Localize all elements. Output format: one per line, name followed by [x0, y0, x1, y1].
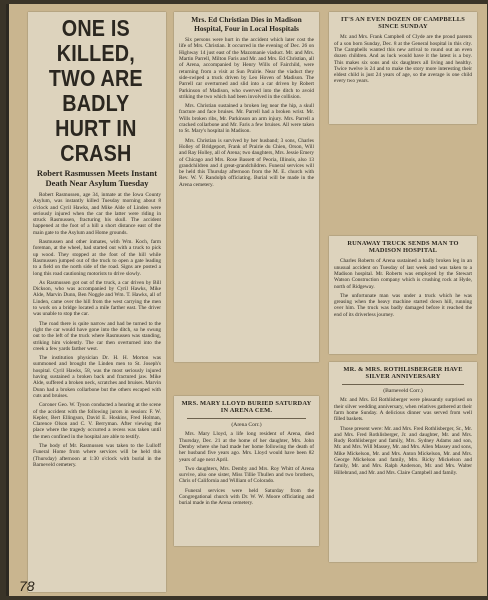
article-paragraph: Mr. and Mrs. Ed Rothlisberger were pleasantly surprised on their silver wedding anniversary, when relatives gathered at their farm home Sunday. A delicious dinner was served from well filled baskets. [334, 397, 472, 423]
article-paragraph: The body of Mr. Rasmussen was taken to the Lulloff Funeral Home from where services will be held this (Thursday) afternoon at 1:30 o'clock with burial in the Barneveld cemetery. [33, 442, 161, 468]
headline-line-3: HURT IN CRASH [55, 115, 137, 166]
clipping-crash-story [28, 12, 166, 592]
divider [342, 384, 464, 385]
divider [187, 418, 306, 419]
correspondent-line: (Arena Corr.) [231, 422, 262, 429]
clipping-subhead: Robert Rasmussen Meets Instant Death Near Asylum Tuesday [36, 168, 158, 188]
article-paragraph: Six persons were hurt in the accident which later cost the life of Mrs. Christian. It occurred in the evening of Dec. 26 on Highway 14 just east of the Mazomanie viaduct. Mr. and Mrs. Martin Parrell, Milton Faris and Mr. and Mrs. Ed Christian, all of Arena, accompanied by Henry Wills of Fairchild, were returning from a visit at Sun Prairie. Near the viaduct they side-swiped a truck driven by Leo Hoven of Madison. The Parrell car overturned and slid into a car driven by Robert Parkinson of Madison, who swerved into the ditch to avoid striking the two which had been involved in the collision. [179, 37, 314, 100]
clipping-headline [33, 16, 161, 166]
clipping-runaway-truck [329, 236, 477, 354]
clipping-christian-obituary [174, 12, 319, 362]
article-paragraph: Those present were: Mr. and Mrs. Fred Rothlisberger, Sr., Mr. and Mrs. Fred Rothlisberger, Jr. and daughter, Mr. and Mrs. Rudy Rothlisberger and family, Mrs. Sydney Adams and son, Mr. and Mrs. Will Massey, Mr. and Mrs. Allen Massey and sons, Mike Mickelson, Mr. and Mrs. Anton Mickelson, Mr. and Mrs. George Mickelson and family, Mrs. Ricky Mickelson and family, Mr. and Mrs. Ralph Anderson, Mr. and Mrs. Walter Hillebrand, and Mr. and Mrs. Claire Campbell and family. [334, 425, 472, 476]
clipping-headline: Mrs. Ed Christian Dies in Madison Hospital, Four in Local Hospitals [191, 15, 302, 33]
article-paragraph: Mrs. Christian is survived by her husband; 3 sons, Charles Holley of Bridgeport, Frank of Prairie du Chien, Orson, Will and Ray Holley, all of Arena; two daughters, Mrs. Jessie Emery of Chicago and Mrs. Rose Bassett of Peoria, Illinois, also 13 grandchildren and 4 great-grandchildren. Funeral services will be held this Thursday afternoon from the M. E. church with Rev. W. V. Randolph officiating. Burial will be made in the Arena cemetery. [179, 137, 314, 188]
page-number: 78 [19, 578, 35, 594]
clipping-headline: IT'S AN EVEN DOZEN OF CAMPBELLS SINCE SUNDAY [340, 16, 466, 31]
clipping-headline: MR. & MRS. ROTHLISBERGER HAVE SILVER ANNIVERSARY [343, 366, 463, 381]
article-paragraph: Mrs. Christian sustained a broken leg near the hip, a skull fracture and face bruises. Mr. Parrell had a broken wrist. Mr. Wills broken ribs, Mr. Parkinson an arm injury. Mrs. Parrell a cracked collarbone and Mr. Faris a few bruises. All were taken to St. Mary's hospital in Madison. [179, 103, 314, 135]
article-paragraph: Mrs. Mary Lloyd, a life long resident of Arena, died Thursday, Dec. 21 at the home of her daughter, Mrs. John Demby where she had made her home following the death of her husband five years ago. Mrs. Lloyd would have been 82 years of age next April. [179, 431, 314, 463]
article-paragraph: The institution physician Dr. H. H. Morton was summoned and brought the Linden men to St. Joseph's hospital. Cyril Hawks, 58, was the most seriously injured having sustained a broken back and fractured jaw. Mike Alde, suffered a broken neck, scratches and bruises. Marvin Dunn had a broken collarbone but the others escaped with cuts and bruises. [33, 355, 161, 399]
article-paragraph: Coroner Geo. W. Tyson conducted a hearing at the scene of the accident with the following jurors in session: F. W. Kepler, Bert Ellingson, David E. Hoskins, Fred Holman, Clarence Olson and C. V. Berryman. After viewing the place where the tragedy occurred a recess was taken until the men confined in the hospital are able to testify. [33, 402, 161, 440]
clipping-campbell-birth [329, 12, 477, 124]
clipping-headline: RUNAWAY TRUCK SENDS MAN TO MADISON HOSPITAL [347, 240, 459, 255]
clipping-lloyd-obituary [174, 396, 319, 546]
correspondent-line: (Barneveld Corr.) [383, 388, 423, 395]
clipping-rothlisberger-anniversary [329, 362, 477, 562]
article-paragraph: Charles Roberts of Arena sustained a badly broken leg in an unusual accident on Tuesday of last week and was taken to a Madison hospital. Mr. Roberts was employed by the Stewart Watson Construction company which is crushing rock at Hyde, north of Ridgeway. [334, 258, 472, 290]
scrapbook-page [6, 4, 487, 596]
article-paragraph: The unfortunate man was under a truck which he was greasing when the heavy machine started down hill, running over him. The truck was badly damaged before it reached the end of its driverless journey. [334, 292, 472, 318]
article-paragraph: Rasmussen and other inmates, with Wm. Koch, farm foreman, at the wheel, had started out with a truck to pick up wood. They stopped at the foot of the hill while Rasmussen jumped out of the truck to open a gate leading to a field on the north side of the road. Signs are posted a long this road cautioning motorists to drive slowly. [33, 239, 161, 277]
article-paragraph: As Rasmussen got out of the truck, a car driven by Bill Dickson, who was accompanied by Cyril Hawks, Mike Alde, Marvin Dunn, Ben Noggle and Wm. T. Hawks, all of Linden, came over the hill from the west carrying the men to work on a bridge located a mile farther east. The driver was unable to stop the car. [33, 279, 161, 318]
article-paragraph: Funeral services were held Saturday from the Congregational church with Dr. W. W. Moore officiating and burial made in the Arena cemetery. [179, 487, 314, 507]
article-paragraph: Two daughters, Mrs. Demby and Mrs. Roy Whitt of Arena survive, also one sister, Miss Tillie Thullen and two brothers, Chris of California and William of Colorado. [179, 465, 314, 485]
headline-line-1: ONE IS KILLED, [56, 15, 135, 66]
headline-line-2: TWO ARE BADLY [48, 65, 143, 116]
article-paragraph: The road there is quite narrow and had be turned to the right the car would have gone into the ditch, so he swung out to the left of the truck where Rasmussen was standing, striking him violently. The car then overturned into the creek a few yards farther west. [33, 320, 161, 352]
article-paragraph: Robert Rasmussen, age 34, inmate at the Iowa County Asylum, was instantly killed Tuesday morning about 8 o'clock and Cyril Hawks, and Mike Alde of Linden were seriously injured when the car the latter were riding in struck Rasmussen, fracturing his skull. The accident happened at the foot of a hill a short distance east of the main gate to the Asylum and Home grounds. [33, 192, 161, 236]
clipping-headline: MRS. MARY LLOYD BURIED SATURDAY IN ARENA CEM. [181, 400, 312, 415]
article-paragraph: Mr. and Mrs. Frank Campbell of Clyde are the proud parents of a son born Sunday, Dec. 8 at the General hospital in this city. The Campbells wanted this new arrival to round out an even dozen children. And as luck would have it the latest is a boy. This makes six sons and six daughters all living and healthy. Twice twelve is 24 and to make the story more interesting their eldest child is just 24 years of age, so the average is one child every two years. [334, 34, 472, 85]
